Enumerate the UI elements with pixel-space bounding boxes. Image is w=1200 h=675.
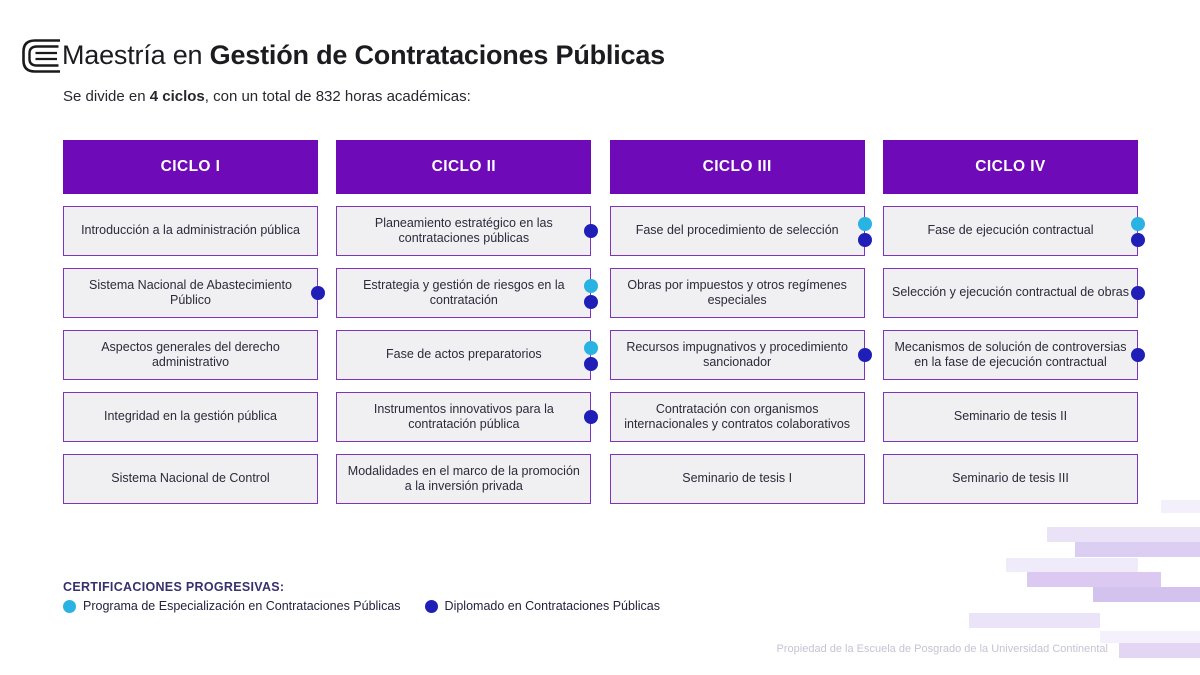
course-label: Integridad en la gestión pública bbox=[103, 409, 278, 424]
cycle-column-3 bbox=[610, 140, 865, 504]
universidad-continental-logo-icon bbox=[20, 37, 62, 80]
cycle-column-2 bbox=[336, 140, 591, 504]
programa-certification-dot bbox=[584, 341, 598, 355]
diplomado-certification-dot bbox=[584, 357, 598, 371]
course-box bbox=[610, 454, 865, 504]
course-box bbox=[63, 206, 318, 256]
course-label: Fase de ejecución contractual bbox=[927, 223, 1094, 238]
curriculum-grid bbox=[63, 140, 1138, 504]
programa-certification-dot bbox=[1131, 217, 1145, 231]
subtitle-prefix: Se divide en bbox=[63, 88, 150, 105]
diplomado-certification-dot bbox=[584, 295, 598, 309]
legend-label: Diplomado en Contrataciones Públicas bbox=[444, 599, 660, 613]
course-box bbox=[336, 206, 591, 256]
course-box bbox=[63, 330, 318, 380]
course-label: Obras por impuestos y otros regímenes especiales bbox=[627, 277, 847, 307]
course-label: Mecanismos de solución de controversias en la fase de ejecución contractual bbox=[894, 339, 1127, 369]
course-box bbox=[336, 454, 591, 504]
course-label: Fase de actos preparatorios bbox=[386, 347, 542, 362]
legend-item-programa bbox=[63, 599, 401, 613]
course-box bbox=[610, 268, 865, 318]
legend-label: Programa de Especialización en Contrataciones Públicas bbox=[83, 599, 401, 613]
course-label: Seminario de tesis III bbox=[952, 471, 1069, 486]
cycle-column-4 bbox=[883, 140, 1138, 504]
decorative-bar bbox=[1047, 527, 1200, 542]
course-label: Introducción a la administración pública bbox=[81, 223, 300, 238]
course-box bbox=[883, 206, 1138, 256]
programa-legend-dot-icon bbox=[63, 600, 76, 613]
course-box bbox=[336, 330, 591, 380]
diplomado-certification-dot bbox=[858, 233, 872, 247]
course-box bbox=[610, 392, 865, 442]
decorative-bar bbox=[1161, 500, 1200, 513]
page-subtitle bbox=[63, 88, 471, 105]
course-label: Aspectos generales del derecho administrativo bbox=[101, 339, 280, 369]
cycle-column-1 bbox=[63, 140, 318, 504]
diplomado-certification-dot bbox=[584, 410, 598, 424]
course-label: Planeamiento estratégico en las contrataciones públicas bbox=[374, 215, 553, 245]
diplomado-certification-dot bbox=[311, 286, 325, 300]
diplomado-certification-dot bbox=[858, 348, 872, 362]
course-box bbox=[883, 392, 1138, 442]
decorative-bar bbox=[1006, 558, 1138, 572]
programa-certification-dot bbox=[858, 217, 872, 231]
page-title-regular: Maestría en bbox=[62, 40, 210, 70]
course-box bbox=[63, 454, 318, 504]
course-label: Estrategia y gestión de riesgos en la contratación bbox=[363, 277, 565, 307]
cycle-header: CICLO I bbox=[63, 140, 318, 194]
page-title-bold: Gestión de Contrataciones Públicas bbox=[209, 40, 665, 70]
cycle-header: CICLO II bbox=[336, 140, 591, 194]
course-box bbox=[883, 268, 1138, 318]
course-box bbox=[610, 330, 865, 380]
decorative-bar bbox=[1075, 542, 1200, 557]
subtitle-suffix: , con un total de 832 horas académicas: bbox=[204, 88, 471, 105]
legend-title: CERTIFICACIONES PROGRESIVAS: bbox=[63, 580, 285, 594]
course-label: Instrumentos innovativos para la contratación pública bbox=[373, 401, 554, 431]
course-box bbox=[63, 268, 318, 318]
decorative-bar bbox=[1093, 587, 1200, 602]
decorative-bar bbox=[1027, 572, 1161, 587]
course-box bbox=[336, 268, 591, 318]
page-title bbox=[62, 40, 665, 71]
cycle-header: CICLO III bbox=[610, 140, 865, 194]
course-box bbox=[883, 454, 1138, 504]
diplomado-certification-dot bbox=[1131, 286, 1145, 300]
decorative-bar bbox=[1100, 631, 1200, 643]
subtitle-cycles-count: 4 ciclos bbox=[149, 88, 205, 105]
diplomado-certification-dot bbox=[1131, 233, 1145, 247]
course-label: Seminario de tesis I bbox=[682, 471, 793, 486]
course-box bbox=[610, 206, 865, 256]
course-box bbox=[336, 392, 591, 442]
course-label: Selección y ejecución contractual de obras bbox=[892, 285, 1129, 300]
course-box bbox=[883, 330, 1138, 380]
decorative-bar bbox=[969, 613, 1100, 628]
programa-certification-dot bbox=[584, 279, 598, 293]
course-label: Seminario de tesis II bbox=[953, 409, 1068, 424]
course-box bbox=[63, 392, 318, 442]
legend-item-diplomado bbox=[425, 599, 660, 613]
diplomado-certification-dot bbox=[584, 224, 598, 238]
course-label: Sistema Nacional de Abastecimiento Público bbox=[89, 277, 292, 307]
course-label: Fase del procedimiento de selección bbox=[635, 223, 839, 238]
cycle-header: CICLO IV bbox=[883, 140, 1138, 194]
course-label: Contratación con organismos internacionales y contratos colaborativos bbox=[624, 401, 851, 431]
course-label: Modalidades en el marco de la promoción a la inversión privada bbox=[347, 463, 580, 493]
course-label: Sistema Nacional de Control bbox=[111, 471, 270, 486]
legend-items bbox=[63, 599, 660, 613]
decorative-bar bbox=[1119, 643, 1200, 658]
footer-copyright: Propiedad de la Escuela de Posgrado de la Universidad Continental bbox=[776, 643, 1108, 655]
diplomado-certification-dot bbox=[1131, 348, 1145, 362]
diplomado-legend-dot-icon bbox=[425, 600, 438, 613]
course-label: Recursos impugnativos y procedimiento sancionador bbox=[626, 339, 848, 369]
